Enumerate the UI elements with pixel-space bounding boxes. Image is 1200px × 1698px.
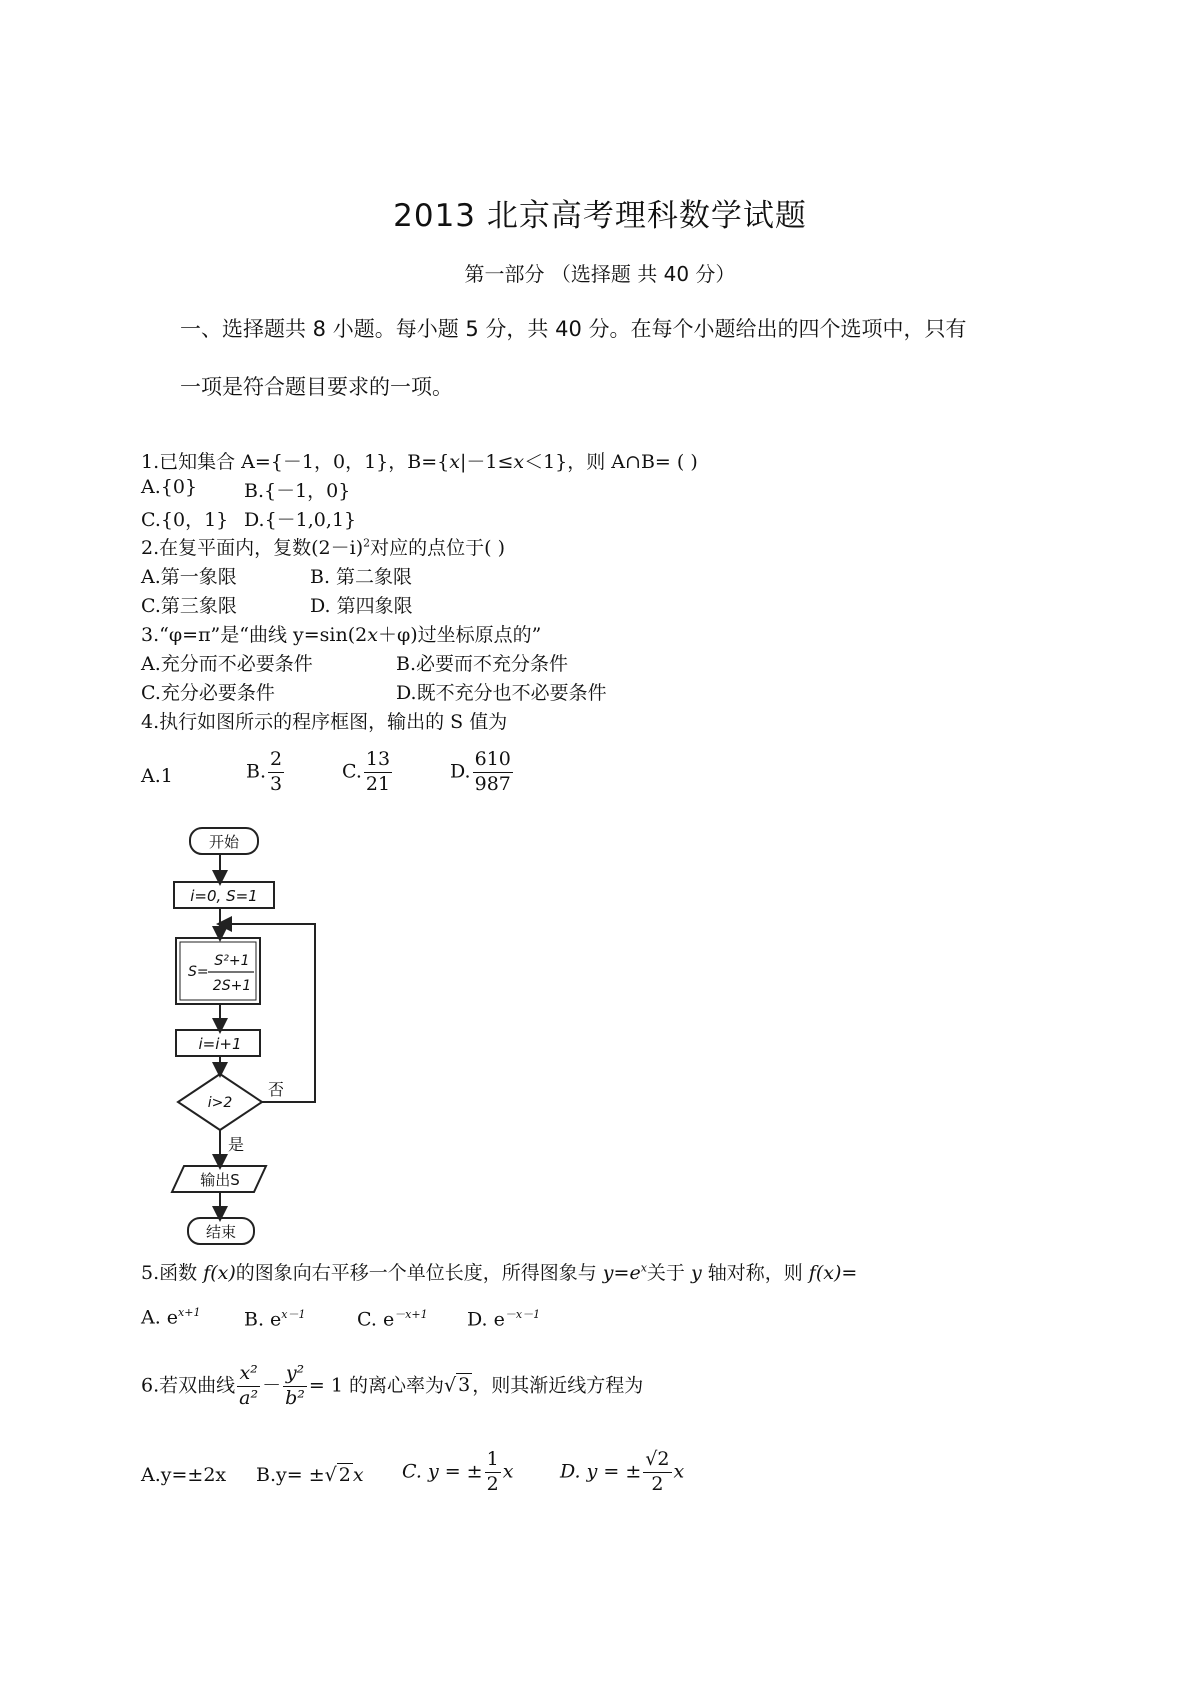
question-6-option-a: A.y=±2x [141, 1464, 227, 1486]
question-6-stem: 6.若双曲线 $\frac{\text{x²}}{\text{a²}}$ － $\frac{\text{y²}}{\text{b²}}$ = 1 的离心率为√ 3 ，则其渐近线方程为 [141, 1362, 644, 1409]
question-6-option-d: D. y = ± $\frac{√2}{2}$ x [560, 1448, 685, 1495]
question-5-option-a: A. $e^{x+1}$ [141, 1306, 201, 1329]
flowchart-assign-lhs: S= [188, 964, 209, 980]
question-3-option-d: D.既不充分也不必要条件 [396, 682, 607, 704]
question-1-option-d: D.{－1,0,1} [244, 509, 357, 531]
question-4-option-a: A.1 [141, 765, 173, 787]
question-1-option-c: C.{0，1} [141, 509, 229, 531]
question-4-option-d: D. $\frac{610}{987}$ [450, 748, 511, 795]
page-title: 2013 北京高考理科数学试题 [393, 198, 807, 234]
question-3-option-b: B.必要而不充分条件 [396, 653, 569, 675]
question-2-option-d: D. 第四象限 [310, 595, 413, 617]
instructions-line-2: 一项是符合题目要求的一项。 [180, 375, 453, 399]
flowchart-increment-label: i=i+1 [198, 1035, 242, 1053]
question-3-option-a: A.充分而不必要条件 [141, 653, 313, 675]
program-flowchart [150, 820, 350, 1250]
question-6-option-b: B.y= ±√ 2 x [256, 1464, 364, 1486]
question-5-option-d: D. $e^{-x-1}$ [467, 1308, 541, 1331]
question-6-option-c: C. y = ± $\frac{1}{2}$ x [402, 1448, 514, 1495]
flowchart-yes-label: 是 [228, 1135, 245, 1154]
question-5-stem: 5.函数 f(x)的图象向右平移一个单位长度，所得图象与 $y=e^x$关于 y 轴对称，则 f(x)= [141, 1261, 858, 1284]
question-2-option-b: B. 第二象限 [310, 566, 413, 588]
section-subtitle: 第一部分 （选择题 共 40 分） [464, 262, 736, 286]
question-1-stem: 1.已知集合 A={－1，0，1}，B={x|－1≤x＜1}，则 A∩B= ( ) [141, 451, 698, 473]
instructions-line-1: 一、选择题共 8 小题。每小题 5 分，共 40 分。在每个小题给出的四个选项中，只有 [180, 317, 967, 341]
flowchart-loop-line [220, 924, 315, 1102]
question-4-option-c: C. $\frac{13}{21}$ [342, 748, 391, 795]
flowchart-no-label: 否 [268, 1080, 285, 1099]
question-2-option-c: C.第三象限 [141, 595, 237, 617]
question-4-option-b: B. $\frac{2}{3}$ [246, 748, 283, 795]
flowchart-condition-label: i>2 [207, 1095, 233, 1111]
question-3-option-c: C.充分必要条件 [141, 682, 275, 704]
question-2-option-a: A.第一象限 [141, 566, 237, 588]
flowchart-init-label: i=0, S=1 [190, 887, 258, 905]
question-5-option-b: B. $e^{x-1}$ [244, 1308, 306, 1331]
question-4-stem: 4.执行如图所示的程序框图，输出的 S 值为 [141, 711, 508, 733]
flowchart-end-label: 结束 [205, 1223, 237, 1241]
flowchart-output-label: 输出S [200, 1171, 240, 1189]
flowchart-start-label: 开始 [208, 833, 240, 851]
flowchart-assign-numerator: S²+1 [214, 953, 250, 969]
question-1-option-a: A.{0} [141, 476, 198, 498]
question-5-option-c: C. $e^{-x+1}$ [357, 1308, 428, 1331]
flowchart-assign-denominator: 2S+1 [212, 978, 252, 994]
question-2-stem: 2.在复平面内，复数$(2-i)^2$对应的点位于( ) [141, 536, 505, 559]
question-3-stem: 3.“φ=π”是“曲线 y=sin(2x＋φ)过坐标原点的” [141, 624, 542, 646]
question-1-option-b: B.{－1，0} [244, 480, 351, 502]
